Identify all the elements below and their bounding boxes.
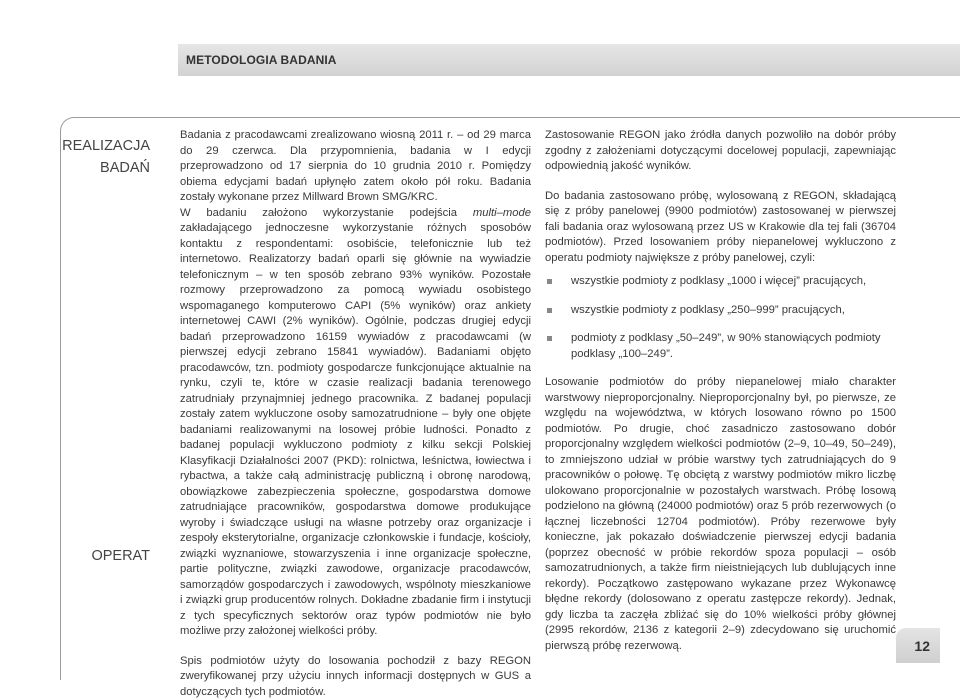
list-item — [545, 303, 896, 319]
list-item-text: podmioty z podklasy „50–249”, w 90% stanowiących podmioty podklasy „100–249”. — [571, 332, 881, 360]
side-label-realizacja-line1: REALIZACJA — [60, 138, 150, 154]
list-item-text: wszystkie podmioty z podklasy „250–999” pracujących, — [571, 304, 845, 316]
left-paragraph-2 — [180, 206, 531, 640]
page-number-box — [896, 628, 940, 663]
page-number: 12 — [914, 638, 930, 654]
right-column — [545, 128, 896, 654]
bullet-square-icon — [547, 308, 552, 313]
exclusion-list — [545, 274, 896, 362]
side-label-operat: OPERAT — [60, 548, 150, 564]
side-label-realizacja — [60, 138, 150, 176]
list-item — [545, 274, 896, 290]
list-item — [545, 331, 896, 362]
left-paragraph-1: Badania z pracodawcami zrealizowano wiosną 2011 r. – od 29 marca do 29 czerwca. Dla przypomnienia, badania w I edycji przeprowadzono od 17 sierpnia do 10 grudnia 2010 r. Pomiędzy obiema edycjami badań upłynęło zatem około pół roku. Badania zostały wykonane przez Millward Brown SMG/KRC. — [180, 128, 531, 206]
list-item-text: wszystkie podmioty z podklasy „1000 i więcej” pracujących, — [571, 275, 866, 287]
left-column — [180, 128, 531, 700]
right-paragraph-1: Zastosowanie REGON jako źródła danych pozwoliło na dobór próby zgodny z założeniami dotyczącymi docelowej populacji, zapewniając odpowiednią jakość wyników. — [545, 128, 896, 175]
multi-mode-term: multi–mode — [473, 207, 531, 219]
side-label-realizacja-line2: BADAŃ — [60, 160, 150, 176]
right-paragraph-2: Do badania zastosowano próbę, wylosowaną z REGON, składającą się z próby panelowej (9900 podmiotów) zastosowanej w pierwszej fali badania oraz wylosowaną przez US w Krakowie dla tej fali (36704 podmiotów). Przed losowaniem próby niepanelowej wykluczono z operatu podmioty największe z próby panelowej, czyli: — [545, 189, 896, 267]
left-paragraph-2-start: W badaniu założono wykorzystanie podejścia — [180, 207, 473, 219]
bullet-square-icon — [547, 279, 552, 284]
section-title: METODOLOGIA BADANIA — [186, 53, 337, 67]
left-paragraph-2-rest: zakładającego jednoczesne wykorzystanie różnych sposobów kontaktu z respondentami: osobiście, telefonicznie lub też internetowo. Realizatorzy badań oparli się głównie na wywiadzie telefonicznym – w ten sposób zebrano 93% wyników. Pozostałe rozmowy przeprowadzono za pomocą wywiadu osobistego wspomaganego komputerowo CAPI (5% wyników) oraz ankiety internetowej CAWI (2% wyników). Ogólnie, podczas drugiej edycji badań przeprowadzono 16159 wywiadów z pracodawcami (w pierwszej edycji zebrano 15841 wywiadów). Badaniami objęto pracodawców, tzn. podmioty gospodarcze funkcjonujące aktualnie na rynku, czyli te, które w czasie realizacji badania terenowego zatrudniały przynajmniej jednego pracownika. Z badanej populacji zostały zatem wykluczone osoby samozatrudnione – były one objęte badaniami realizowanymi na losowej próbie ludności. Ponadto z badanej populacji wykluczono podmioty z kilku sekcji Polskiej Klasyfikacji Działalności 2007 (PKD): rolnictwa, leśnictwa, łowiectwa i rybactwa, a także całą administrację publiczną i obronę narodową, obowiązkowe zabezpieczenia społeczne, gospodarstwa domowe zatrudniające pracowników, gospodarstwa domowe produkujące wyroby i świadczące usługi na własne potrzeby oraz organizacje i zespoły eksterytorialne, organizacje członkowskie i fundacje, kościoły, związki wyznaniowe, stowarzyszenia i inne organizacje społeczne, partie polityczne, związki zawodowe, organizacje pracodawców, samorządów gospodarczych i zawodowych, wspólnoty mieszkaniowe i związki grup producentów rolnych. Dokładne zbadanie firm i instytucji z tych specyficznych sektorów oraz typów podmiotów nie było możliwe przy założonej wielkości próby. — [180, 222, 531, 637]
right-paragraph-3: Losowanie podmiotów do próby niepanelowej miało charakter warstwowy nieproporcjonalny. Nieproporcjonalny był, po pierwsze, ze względu na województwa, w których losowano równo po 1500 podmiotów. Po drugie, choć zasadniczo zastosowano dobór proporcjonalny względem wielkości podmiotów (2–9, 10–49, 50–249), to zmniejszono udział w próbie warstwy tych zatrudniających do 9 pracowników o połowę. Tę obciętą z warstwy podmiotów mikro liczbę ulokowano proporcjonalnie w pozostałych warstwach. Próbę losową podzielono na główną (24000 podmiotów) oraz 5 prób rezerwowych (o łącznej liczebności 12704 podmiotów). Próby rezerwowe były konieczne, jak pokazało doświadczenie pierwszej edycji badania (poprzez obecność w próbie rekordów spoza populacji – osób samozatrudnionych, a także firm nieistniejących lub dublujących inne rekordy). Początkowo zastępowano wykazane przez Wykonawcę błędne rekordy (dolosowano z operatu zastępcze rekordy). Jednak, gdy liczba ta zaczęła zbliżać się do 10% wielkości próby głównej (2995 rekordów, 2136 z kategorii 2–9) zdecydowano się uruchomić pierwszą próbę rezerwową. — [545, 375, 896, 654]
bullet-square-icon — [547, 336, 552, 341]
section-header-band — [178, 44, 960, 76]
left-paragraph-3: Spis podmiotów użyty do losowania pochodził z bazy REGON zweryfikowanej przy użyciu innych informacji dostępnych w GUS a dotyczących tych podmiotów. — [180, 654, 531, 700]
